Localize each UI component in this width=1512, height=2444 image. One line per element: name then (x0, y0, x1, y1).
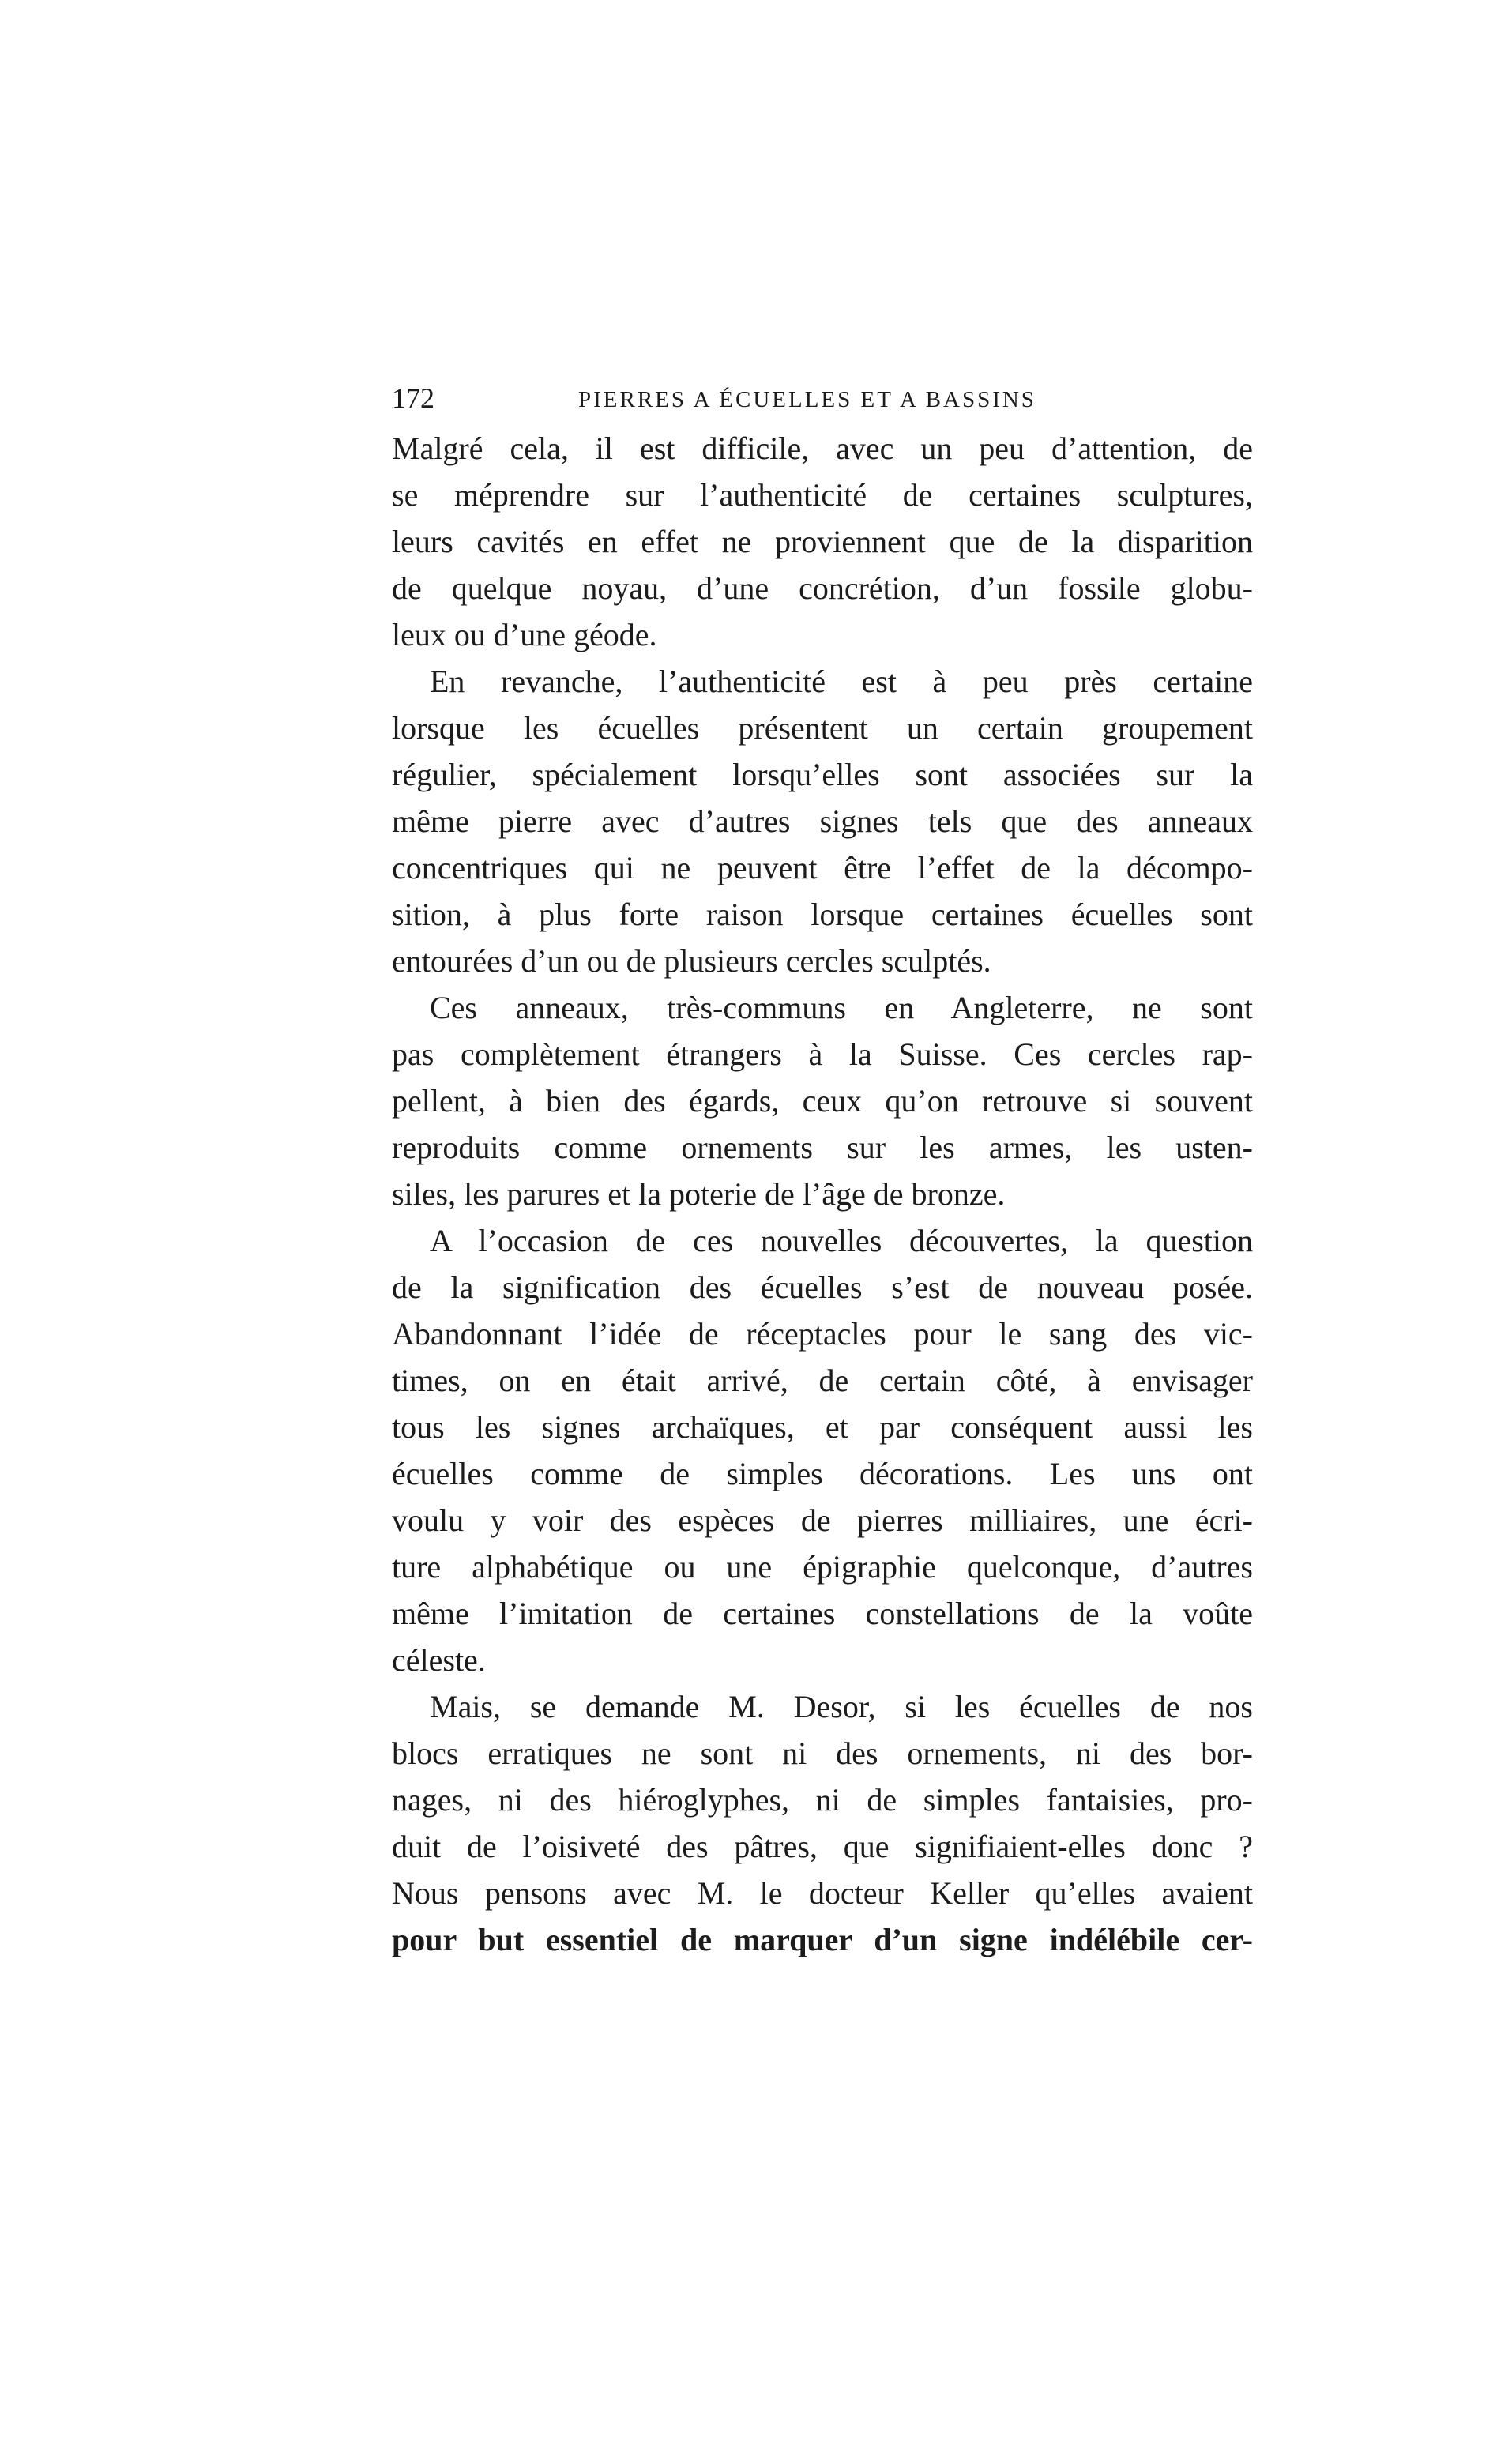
text-line: siles, les parures et la poterie de l’âge de bronze. (392, 1176, 1006, 1212)
paragraph (392, 1683, 1253, 1963)
text-line: nages, ni des hiéroglyphes, ni de simples fantaisies, pro- (392, 1782, 1253, 1818)
text-line: de la signification des écuelles s’est de nouveau posée. (392, 1269, 1253, 1305)
body-text (392, 425, 1253, 1963)
text-line: pas complètement étrangers à la Suisse. Ces cercles rap- (392, 1036, 1253, 1072)
text-line: régulier, spécialement lorsqu’elles sont associées sur la (392, 757, 1253, 792)
text-line: écuelles comme de simples décorations. Les uns ont (392, 1456, 1253, 1491)
text-line: pellent, à bien des égards, ceux qu’on retrouve si souvent (392, 1083, 1253, 1119)
text-line: voulu y voir des espèces de pierres milliaires, une écri- (392, 1502, 1253, 1538)
text-line: sition, à plus forte raison lorsque certaines écuelles sont (392, 897, 1253, 932)
text-line: reproduits comme ornements sur les armes, les usten- (392, 1130, 1253, 1165)
text-line: Malgré cela, il est difficile, avec un peu d’attention, de (392, 431, 1253, 466)
text-line: Nous pensons avec M. le docteur Keller qu’elles avaient (392, 1875, 1253, 1911)
text-line: Mais, se demande M. Desor, si les écuelles de nos (430, 1689, 1253, 1724)
text-line: duit de l’oisiveté des pâtres, que signifiaient-elles donc ? (392, 1829, 1253, 1864)
text-line: A l’occasion de ces nouvelles découvertes, la question (430, 1223, 1253, 1258)
text-line: entourées d’un ou de plusieurs cercles sculptés. (392, 943, 991, 979)
running-head (392, 378, 1253, 419)
text-line: tous les signes archaïques, et par conséquent aussi les (392, 1409, 1253, 1445)
text-line: ture alphabétique ou une épigraphie quelconque, d’autres (392, 1549, 1253, 1585)
text-line: lorsque les écuelles présentent un certain groupement (392, 710, 1253, 746)
paragraph (392, 658, 1253, 984)
paragraph (392, 984, 1253, 1217)
text-line: leurs cavités en effet ne proviennent que de la disparition (392, 524, 1253, 559)
paragraph (392, 425, 1253, 658)
text-line: Ces anneaux, très-communs en Angleterre, ne sont (430, 990, 1253, 1025)
text-line: leux ou d’une géode. (392, 617, 657, 652)
text-line: times, on en était arrivé, de certain côté, à envisager (392, 1363, 1253, 1398)
text-line: En revanche, l’authenticité est à peu près certaine (430, 664, 1253, 699)
text-line: concentriques qui ne peuvent être l’effet de la décompo- (392, 850, 1253, 885)
text-line: même l’imitation de certaines constellations de la voûte (392, 1596, 1253, 1631)
text-line: pour but essentiel de marquer d’un signe indélébile cer- (392, 1922, 1253, 1957)
text-line: Abandonnant l’idée de réceptacles pour le sang des vic- (392, 1316, 1253, 1352)
text-line: blocs erratiques ne sont ni des ornements, ni des bor- (392, 1735, 1253, 1771)
page-number: 172 (392, 382, 434, 414)
text-line: se méprendre sur l’authenticité de certaines sculptures, (392, 477, 1253, 513)
text-line: même pierre avec d’autres signes tels que des anneaux (392, 803, 1253, 839)
text-line: céleste. (392, 1642, 486, 1678)
paragraph (392, 1217, 1253, 1683)
text-line: de quelque noyau, d’une concrétion, d’un fossile globu- (392, 570, 1253, 606)
running-title: PIERRES A ÉCUELLES ET A BASSINS (578, 387, 1036, 412)
